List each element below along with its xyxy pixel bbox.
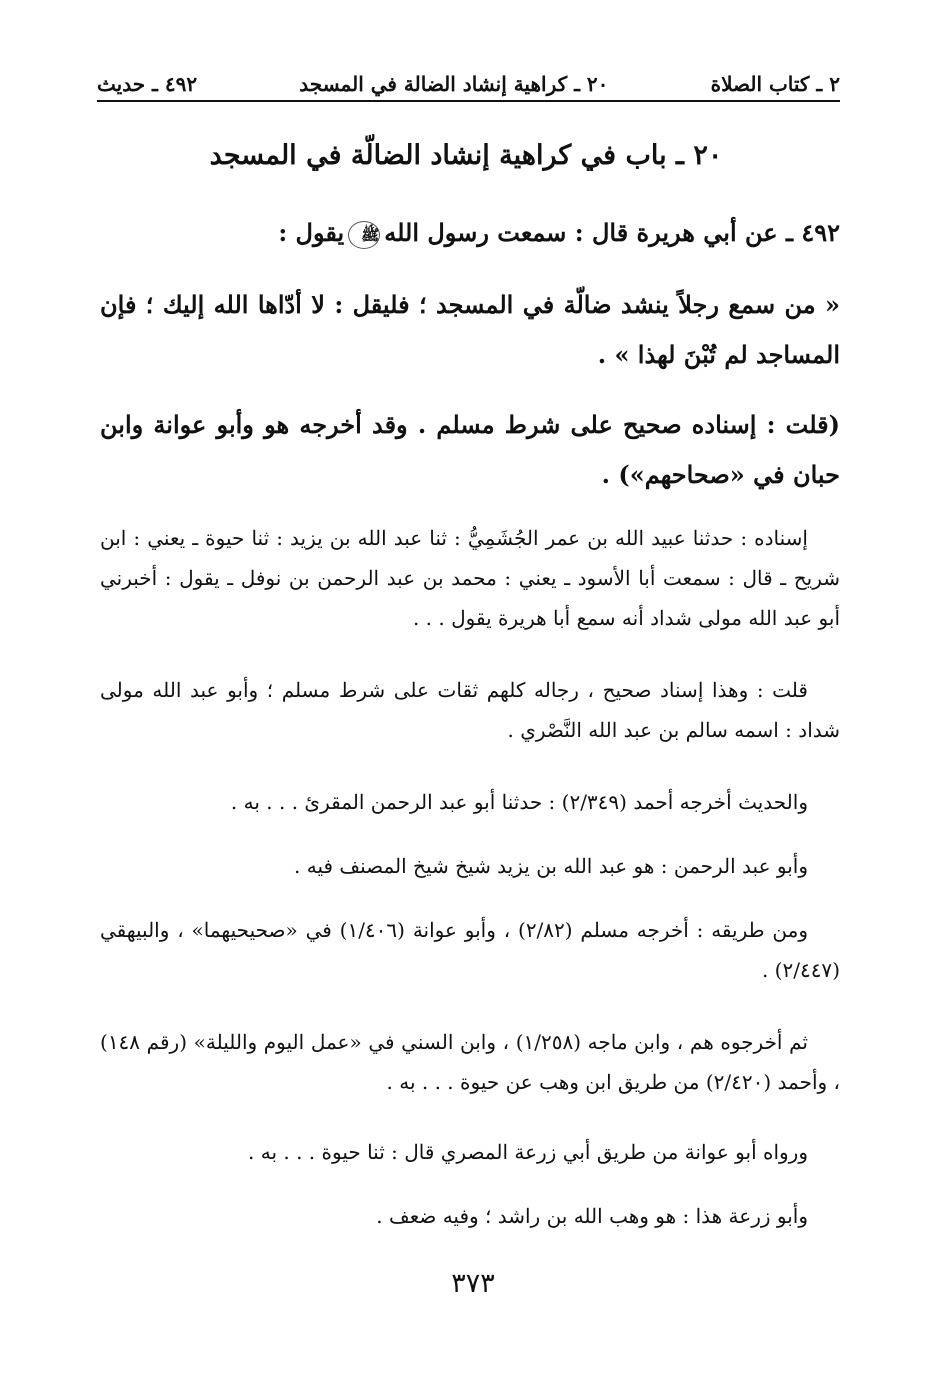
running-header <box>97 72 840 102</box>
takhrij-ahmad: والحديث أخرجه أحمد (٢/٣٤٩) : حدثنا أبو عبد الرحمن المقرئ . . . به . <box>230 790 808 814</box>
hadith-intro <box>100 208 840 258</box>
salla-seal: ﷺ <box>348 221 380 249</box>
chapter-title: ٢٠ ـ باب في كراهية إنشاد الضالّة في المسجد <box>209 140 723 171</box>
takhrij-muslim: ومن طريقه : أخرجه مسلم (٢/٨٢) ، وأبو عوانة (١/٤٠٦) في «صحيحيهما» ، والبيهقي (٢/٤٤٧) . <box>100 918 840 982</box>
abu-zura-note: وأبو زرعة هذا : هو وهب الله بن راشد ؛ وفيه ضعف . <box>376 1204 808 1228</box>
hadith-intro-end: يقول : <box>278 218 345 247</box>
abu-abd-rahman-note: وأبو عبد الرحمن : هو عبد الله بن يزيد شيخ شيخ المصنف فيه . <box>294 854 808 878</box>
header-hadith: ٤٩٢ ـ حديث <box>97 72 198 96</box>
abu-awana-note: ورواه أبو عوانة من طريق أبي زرعة المصري قال : ثنا حيوة . . . به . <box>248 1140 808 1164</box>
takhrij-others: ثم أخرجوه هم ، وابن ماجه (١/٢٥٨) ، وابن السني في «عمل اليوم والليلة» (رقم ١٤٨) ، وأحمد (٢/٤٢٠) من طريق ابن وهب عن حيوة . . . به . <box>100 1030 840 1094</box>
hadith-intro-text: ٤٩٢ ـ عن أبي هريرة قال : سمعت رسول الله <box>384 218 840 247</box>
isnad-paragraph: إسناده : حدثنا عبيد الله بن عمر الجُشَمِيُّ : ثنا عبد الله بن يزيد : ثنا حيوة ـ يعني : ابن شريح ـ قال : سمعت أبا الأسود ـ يعني : محمد بن عبد الرحمن بن نوفل ـ يقول : أخبرني أبو عبد الله مولى شداد أنه سمع أبا هريرة يقول . . . <box>100 526 840 630</box>
header-book: ٢ ـ كتاب الصلاة <box>710 72 840 96</box>
author-note: (قلت : إسناده صحيح على شرط مسلم . وقد أخرجه هو وأبو عوانة وابن حبان في «صحاحهم») . <box>100 410 841 489</box>
hadith-text: « من سمع رجلاً ينشد ضالّة في المسجد ؛ فليقل : لا أدّاها الله إليك ؛ فإن المساجد لم تُبْنَ لهذا » . <box>100 290 840 369</box>
comment-paragraph: قلت : وهذا إسناد صحيح ، رجاله كلهم ثقات على شرط مسلم ؛ وأبو عبد الله مولى شداد : اسمه سالم بن عبد الله النَّصْري . <box>100 678 840 742</box>
header-chapter: ٢٠ ـ كراهية إنشاد الضالة في المسجد <box>299 72 609 96</box>
page-number: ٣٧٣ <box>451 1268 495 1299</box>
